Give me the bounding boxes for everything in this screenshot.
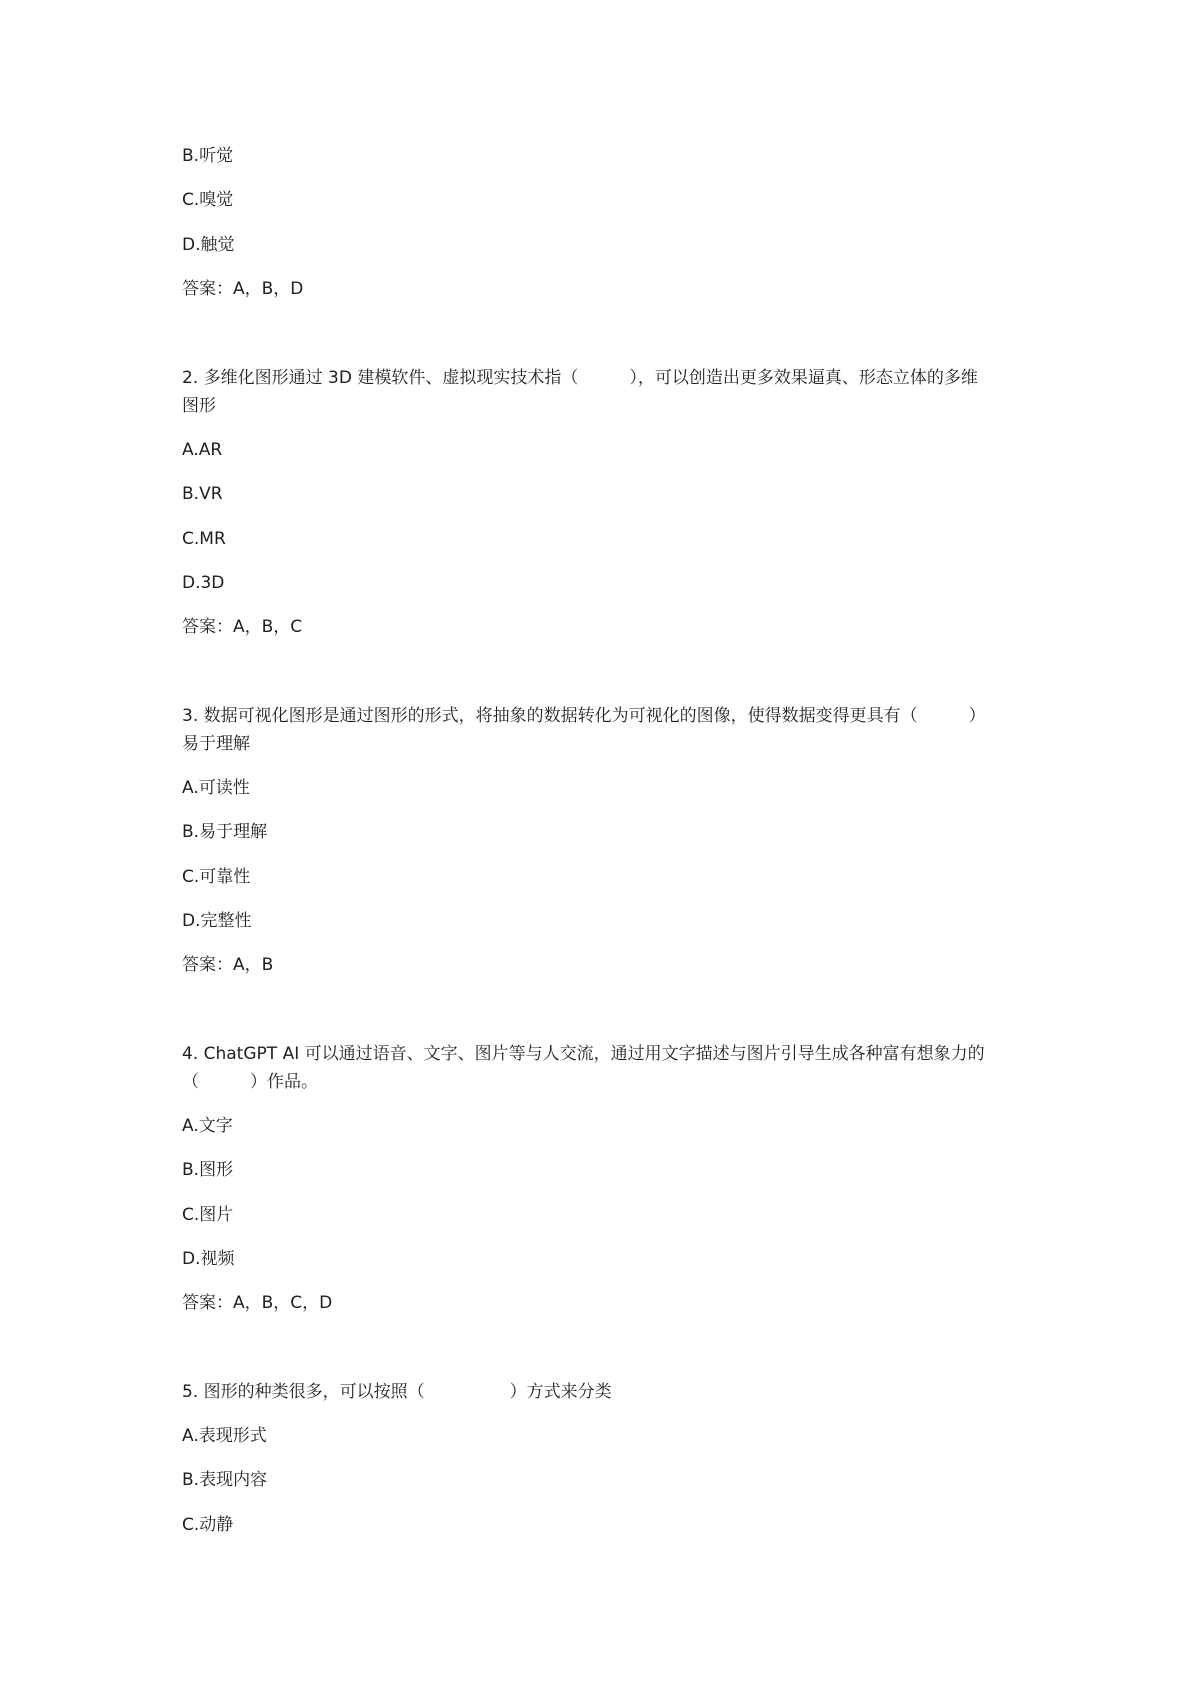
q2-stem-line2: 图形: [182, 396, 216, 416]
q1-option-b: B.听觉: [182, 146, 234, 166]
q4-option-d: D.视频: [182, 1249, 235, 1269]
q5-stem-line1: 5. 图形的种类很多，可以按照（ ）方式来分类: [182, 1382, 612, 1402]
q5-option-a: A.表现形式: [182, 1426, 267, 1446]
q2-option-d: D.3D: [182, 573, 225, 593]
q4-answer: 答案：A，B，C，D: [182, 1293, 333, 1313]
q3-stem-line2: 易于理解: [182, 734, 250, 754]
q5-option-b: B.表现内容: [182, 1470, 268, 1490]
q2-option-b: B.VR: [182, 484, 223, 504]
q2-option-c: C.MR: [182, 529, 226, 549]
q3-option-a: A.可读性: [182, 778, 250, 798]
q4-option-a: A.文字: [182, 1116, 233, 1136]
q3-option-c: C.可靠性: [182, 867, 251, 887]
q2-stem-line1: 2. 多维化图形通过 3D 建模软件、虚拟现实技术指（ ），可以创造出更多效果逼真、形态立体的多维: [182, 368, 978, 388]
q2-option-a: A.AR: [182, 440, 223, 460]
q3-option-d: D.完整性: [182, 911, 252, 931]
q3-option-b: B.易于理解: [182, 822, 268, 842]
q4-stem-line2: （ ）作品。: [182, 1072, 318, 1092]
q4-option-b: B.图形: [182, 1160, 234, 1180]
q4-option-c: C.图片: [182, 1205, 234, 1225]
q1-answer: 答案：A，B，D: [182, 279, 304, 299]
q2-answer: 答案：A，B，C: [182, 617, 303, 637]
q1-option-c: C.嗅觉: [182, 190, 234, 210]
q1-option-d: D.触觉: [182, 235, 235, 255]
q5-option-c: C.动静: [182, 1515, 234, 1535]
q4-stem-line1: 4. ChatGPT AI 可以通过语音、文字、图片等与人交流，通过用文字描述与图片引导生成各种富有想象力的: [182, 1044, 985, 1064]
q3-answer: 答案：A，B: [182, 955, 274, 975]
q3-stem-line1: 3. 数据可视化图形是通过图形的形式，将抽象的数据转化为可视化的图像，使得数据变得更具有（ ）: [182, 706, 986, 726]
